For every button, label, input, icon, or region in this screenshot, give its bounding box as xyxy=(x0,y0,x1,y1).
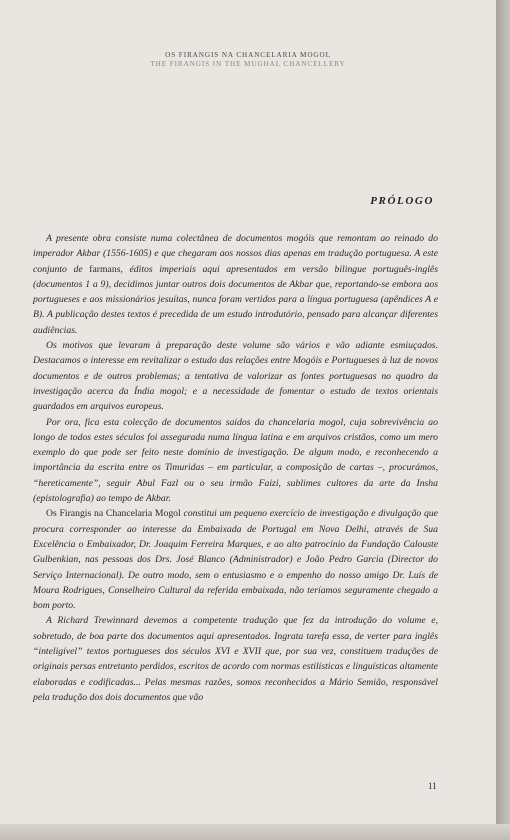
text-run: A Richard Trewinnard devemos a competente tradução que fez da introdução do volume e, sobretudo, de boa parte dos documentos aqui apresentados. Ingrata tarefa essa, de verter para inglês “inteligível” textos portugueses dos séculos XVI e XVII que, por sua vez, constituem traduções de originais persas entretanto perdidos, escritos de acordo com normas estilísticas e linguísticas altamente elaboradas e codificadas... Pelas mesmas razões, somos reconhecidos a Mário Semião, responsável pela tradução dos dois documentos que vão xyxy=(33,615,438,703)
running-header-portuguese: OS FIRANGIS NA CHANCELARIA MOGOL xyxy=(165,51,331,59)
paragraph xyxy=(33,613,438,705)
paragraph xyxy=(33,338,438,414)
text-run: , éditos imperiais aqui apresentados em versão bilingue português-inglês (documentos 1 a 9), decidimos juntar outros dois documentos de Akbar que, reportando-se embora aos portugueses e aos missionários jesuítas, nunca foram vertidos para a língua portuguesa (apêndices A e B). A publicação destes textos é precedida de um estudo introdutório, pensado para alcançar diferentes audiências. xyxy=(33,263,438,336)
page-edge xyxy=(496,0,510,840)
section-title: PRÓLOGO xyxy=(370,195,434,207)
text-run: Por ora, fica esta colecção de documentos saídos da chancelaria mogol, cuja sobrevivência ao longo de todos estes séculos foi assegurada numa língua latina e em arquivos cristãos, como um mero exemplo do que pode ser feito neste domínio de investigação. De algum modo, e reconhecendo a importância da escrita entre os Timuridas – em particular, a composição de cartas –, procurámos, “hereticamente”, seguir Abul Fazl ou o seu irmão Faizi, sublimes cultores da arte da Insha (epistolografia) ao tempo de Akbar. xyxy=(33,416,438,505)
upright-text: farmans xyxy=(89,263,121,275)
text-run: A presente obra consiste numa colectânea de documentos mogóis que remontam ao reinado do imperador Akbar (1556-1605) e que chegaram aos nossos dias apenas em tradução portuguesa. A este conjunto de xyxy=(33,233,438,275)
paragraph xyxy=(33,415,438,507)
text-run: Os motivos que levaram à preparação deste volume são vários e vão adiante esmiuçados. Destacamos o interesse em revitalizar o estudo das relações entre Mogóis e Portugueses à luz de novos documentos e de outros problemas; a tentativa de valorizar as fontes portuguesas no quadro da investigação acerca da Índia mogol; e a necessidade de fomentar o estudo de textos orientais guardados em arquivos europeus. xyxy=(33,340,438,413)
body-text xyxy=(33,231,438,705)
page-number: 11 xyxy=(428,781,437,791)
bottom-page-strip xyxy=(0,824,510,840)
running-header-english: THE FIRANGIS IN THE MUGHAL CHANCELLERY xyxy=(150,60,346,68)
upright-text: Os Firangis na Chancelaria Mogol xyxy=(46,508,181,520)
paragraph xyxy=(33,506,438,613)
text-run: constitui um pequeno exercício de investigação e divulgação que procura corresponder ao interesse da Embaixada de Portugal em Nova Delhi, através de Sua Excelência o Embaixador, Dr. Joaquim Ferreira Marques, e ao alto patrocínio da Fundação Calouste Gulbenkian, nas pessoas dos Drs. José Blanco (Administrador) e João Pedro Garcia (Director do Serviço Internacional). De outro modo, sem o entusiasmo e o empenho do nosso amigo Dr. Luís de Moura Rodrigues, Conselheiro Cultural da referida embaixada, não teríamos seguramente chegado a bom porto. xyxy=(33,508,438,612)
paragraph xyxy=(33,231,438,338)
